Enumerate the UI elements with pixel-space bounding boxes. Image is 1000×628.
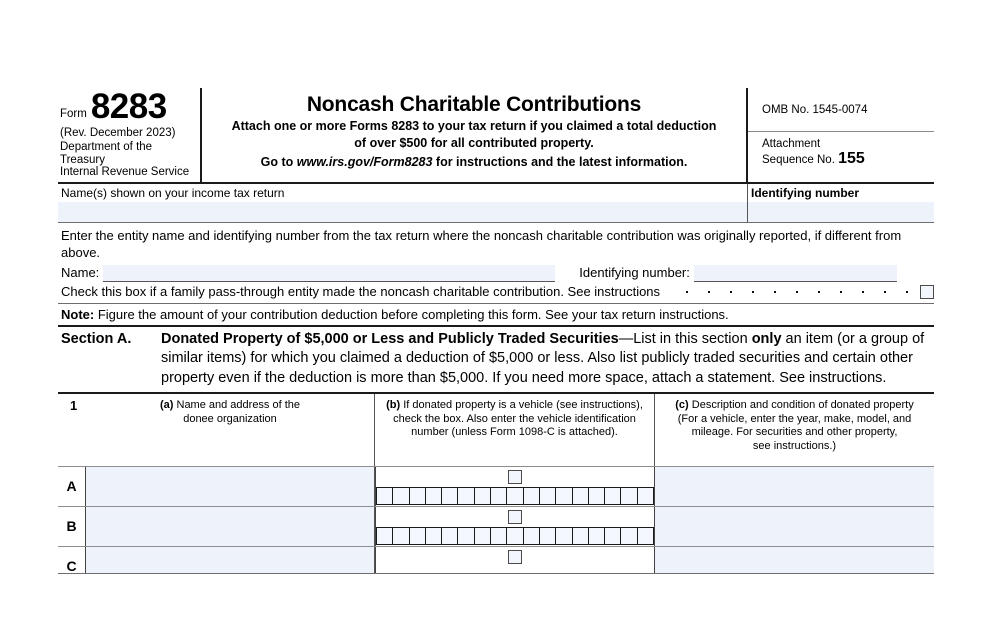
- entity-identifying-label: Identifying number:: [579, 264, 690, 280]
- row-letter-b: B: [58, 507, 86, 546]
- form-number: 8283: [90, 87, 167, 126]
- section-a-label: Section A.: [61, 330, 132, 347]
- attachment-sequence-number: 155: [838, 149, 865, 167]
- form-header: [58, 88, 934, 184]
- vin-cell[interactable]: [393, 528, 409, 544]
- vin-cell[interactable]: [377, 528, 393, 544]
- vin-cell[interactable]: [410, 528, 426, 544]
- row-letter-a: A: [58, 467, 86, 506]
- section-a-description: [157, 330, 934, 389]
- column-c-line-1: Description and condition of donated property: [688, 399, 914, 411]
- column-a-header: [86, 394, 375, 466]
- form-title-block: [202, 88, 748, 182]
- row-b-vehicle-cell: [375, 507, 655, 546]
- column-c-line-4: see instructions.): [752, 439, 837, 452]
- taxpayer-name-caption: Name(s) shown on your income tax return: [61, 185, 285, 200]
- vin-cell[interactable]: [556, 528, 572, 544]
- section-a-body-1: List in this section: [633, 330, 752, 347]
- row-a-vin-input[interactable]: [376, 487, 654, 505]
- vin-cell[interactable]: [524, 488, 540, 504]
- form-subtitle-line-2: of over $500 for all contributed property.: [354, 136, 594, 150]
- form-identity-block: [58, 88, 202, 182]
- row-c-vehicle-cell: [375, 547, 655, 573]
- entity-instruction-text: Enter the entity name and identifying number from the tax return where the noncash charitable contribution was originally reported, if different from above.: [61, 227, 902, 260]
- vin-cell[interactable]: [573, 488, 589, 504]
- column-b-marker: (b): [386, 399, 401, 411]
- vin-cell[interactable]: [589, 528, 605, 544]
- form-revision-date: (Rev. December 2023): [60, 127, 176, 139]
- vin-cell[interactable]: [458, 528, 474, 544]
- vin-cell[interactable]: [573, 528, 589, 544]
- form-8283-page: [58, 88, 934, 574]
- vin-cell[interactable]: [556, 488, 572, 504]
- row-letter-c: C: [58, 547, 86, 573]
- vin-cell[interactable]: [605, 528, 621, 544]
- omb-number: OMB No. 1545-0074: [748, 88, 934, 132]
- section-a-header: [58, 327, 934, 395]
- section-a-heading: Donated Property of $5,000 or Less and Publicly Traded Securities: [161, 330, 619, 347]
- dot-leader: [668, 285, 914, 299]
- vin-cell[interactable]: [524, 528, 540, 544]
- form-subtitle-line-1: Attach one or more Forms 8283 to your tax return if you claimed a total deduction: [231, 119, 717, 133]
- sequence-no-label: Sequence No.: [762, 153, 835, 166]
- vin-cell[interactable]: [475, 528, 491, 544]
- department-line-1: Department of the Treasury: [60, 141, 153, 166]
- department-line-2: Internal Revenue Service: [60, 166, 190, 178]
- row-b-vin-input[interactable]: [376, 527, 654, 545]
- column-b-header: [375, 394, 655, 466]
- vin-cell[interactable]: [491, 488, 507, 504]
- row-b-vehicle-checkbox[interactable]: [508, 510, 522, 524]
- form-number-line: [60, 87, 194, 126]
- vin-cell[interactable]: [540, 528, 556, 544]
- form-goto-line: [210, 155, 738, 170]
- section-a-only-emphasis: only: [751, 330, 782, 347]
- row-a-description-input[interactable]: [655, 467, 934, 506]
- row-a-vehicle-checkbox[interactable]: [508, 470, 522, 484]
- column-c-header: [655, 394, 934, 466]
- identifying-number-cell: [748, 184, 934, 222]
- goto-prefix: Go to: [260, 155, 297, 169]
- vin-cell[interactable]: [475, 488, 491, 504]
- vin-cell[interactable]: [426, 488, 442, 504]
- omb-block: [748, 88, 934, 182]
- vin-cell[interactable]: [638, 488, 653, 504]
- taxpayer-name-cell: [58, 184, 748, 222]
- vin-cell[interactable]: [621, 488, 637, 504]
- passthrough-checkbox-row: [58, 282, 934, 304]
- table-row: [58, 546, 934, 573]
- attachment-sequence-line: [762, 149, 934, 168]
- note-text: Figure the amount of your contribution deduction before completing this form. See your tax return instructions.: [94, 306, 729, 322]
- identifying-number-input[interactable]: [748, 202, 934, 222]
- line-number-1: 1: [70, 398, 78, 413]
- irs-url-link[interactable]: www.irs.gov/Form8283: [296, 155, 433, 169]
- row-b-donee-input[interactable]: [86, 507, 375, 546]
- vin-cell[interactable]: [507, 528, 523, 544]
- column-a-line-2: donee organization: [183, 412, 277, 425]
- vin-cell[interactable]: [507, 488, 523, 504]
- entity-identifying-input[interactable]: [694, 265, 897, 282]
- section-a-dash: —: [618, 330, 634, 347]
- vin-cell[interactable]: [589, 488, 605, 504]
- vin-cell[interactable]: [491, 528, 507, 544]
- note-label: Note:: [61, 306, 95, 322]
- attachment-sequence-block: [748, 132, 934, 182]
- vin-cell[interactable]: [410, 488, 426, 504]
- vin-cell[interactable]: [540, 488, 556, 504]
- note-row: [58, 304, 934, 327]
- column-b-line-1: If donated property is a vehicle (see instructions),: [400, 399, 643, 411]
- vin-cell[interactable]: [621, 528, 637, 544]
- table-row: [58, 466, 934, 506]
- table-row: [58, 506, 934, 546]
- row-a-donee-input[interactable]: [86, 467, 375, 506]
- taxpayer-name-input[interactable]: [58, 202, 747, 222]
- row-c-donee-input[interactable]: [86, 547, 375, 573]
- row-c-description-input[interactable]: [655, 547, 934, 573]
- column-c-marker: (c): [675, 399, 689, 411]
- column-a-line-1: Name and address of the: [173, 399, 301, 411]
- vin-cell[interactable]: [377, 488, 393, 504]
- table-header-row: [58, 394, 934, 466]
- column-c-line-2: (For a vehicle, enter the year, make, model, and: [677, 412, 912, 425]
- column-c-line-3: mileage. For securities and other property,: [691, 426, 898, 438]
- vin-cell[interactable]: [638, 528, 653, 544]
- section-a-table: [58, 394, 934, 574]
- row-a-vehicle-cell: [375, 467, 655, 506]
- column-b-line-2: check the box. Also enter the vehicle identification: [393, 412, 636, 425]
- column-a-marker: (a): [159, 399, 174, 411]
- row-b-description-input[interactable]: [655, 507, 934, 546]
- entity-name-label: Name:: [61, 264, 100, 280]
- vin-cell[interactable]: [605, 488, 621, 504]
- vin-cell[interactable]: [426, 528, 442, 544]
- entity-name-row: [58, 264, 934, 282]
- form-title: Noncash Charitable Contributions: [306, 93, 642, 116]
- taxpayer-identity-row: [58, 184, 934, 223]
- attachment-label: Attachment: [762, 138, 821, 150]
- section-a-body-2: an item (or a group of similar items) for which you claimed a deduction of $5,000 or less. Also list publicly traded securities and certain other property even if the deduction is more than $5,000. If you need more space, attach a statement. See instructions.: [161, 330, 925, 386]
- row-c-vehicle-checkbox[interactable]: [508, 550, 522, 564]
- vin-cell[interactable]: [442, 488, 458, 504]
- passthrough-label: Check this box if a family pass-through entity made the noncash charitable contribution. See instructions: [61, 283, 661, 299]
- identifying-number-caption: Identifying number: [751, 185, 859, 200]
- vin-cell[interactable]: [442, 528, 458, 544]
- vin-cell[interactable]: [393, 488, 409, 504]
- vin-cell[interactable]: [458, 488, 474, 504]
- form-word-label: Form: [60, 108, 87, 120]
- entity-name-input[interactable]: [103, 265, 555, 282]
- column-b-line-3: number (unless Form 1098-C is attached).: [411, 426, 618, 438]
- passthrough-checkbox[interactable]: [920, 285, 934, 299]
- goto-suffix: for instructions and the latest information.: [432, 155, 688, 169]
